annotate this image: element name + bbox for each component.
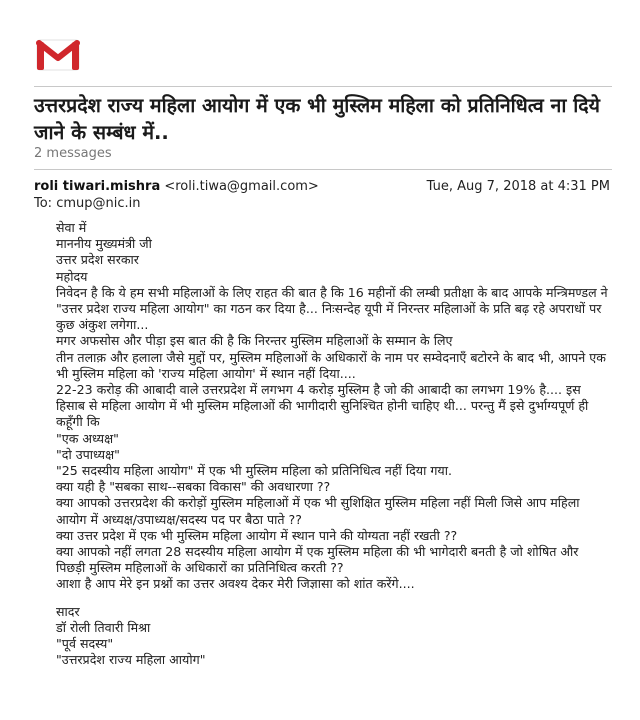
- body-line: "उत्तर प्रदेश राज्य महिला आयोग" का गठन कर दिया है... निःसन्देह यूपी में निरन्तर महिलाओं के प्रति बढ़ रहे अपराधों पर: [56, 301, 602, 317]
- body-line: कुछ अंकुश लगेगा...: [56, 317, 149, 333]
- body-line: 22-23 करोड़ की आबादी वाले उत्तरप्रदेश में लगभग 4 करोड़ मुस्लिम है जो की आबादी का लगभग 19% है.... इस: [56, 382, 581, 398]
- body-line: कहूँगी कि: [56, 414, 100, 430]
- body-line: क्या यही है "सबका साथ--सबका विकास" की अवधारणा ??: [56, 479, 331, 495]
- body-line: "पूर्व सदस्य": [56, 636, 114, 652]
- body-line: "25 सदस्यीय महिला आयोग" में एक भी मुस्लिम महिला को प्रतिनिधित्व नहीं दिया गया.: [56, 463, 453, 479]
- body-line: तीन तलाक़ और हलाला जैसे मुद्दों पर, मुस्लिम महिलाओं के अधिकारों के नाम पर सम्वेदनाएँ बटोरने के बाद भी, आपने एक: [56, 349, 606, 365]
- body-line: आशा है आप मेरे इन प्रश्नों का उत्तर अवश्य देकर मेरी जिज्ञासा को शांत करेंगे....: [56, 576, 415, 592]
- message-header: [34, 178, 614, 212]
- header-divider: [34, 86, 612, 87]
- body-line: उत्तर प्रदेश सरकार: [56, 252, 139, 268]
- body-line: "दो उपाध्यक्ष": [56, 446, 120, 462]
- sender-line: [34, 178, 614, 195]
- sender-name[interactable]: roli tiwari.mishra: [34, 179, 161, 194]
- thread-subject: उत्तरप्रदेश राज्य महिला आयोग में एक भी मुस्लिम महिला को प्रतिनिधित्व ना दिये जाने के सम्बंध में..: [34, 94, 600, 144]
- body-line: सेवा में: [56, 220, 87, 235]
- body-line: पिछड़ी मुस्लिम महिलाओं के अधिकारों का प्रतिनिधित्व करती ??: [56, 560, 344, 576]
- body-spacer: [56, 593, 602, 604]
- body-line: क्या आपको उत्तरप्रदेश की करोड़ों मुस्लिम महिलाओं में एक भी सुशिक्षित मुस्लिम महिला नहीं मिली जिसे आप महिला: [56, 495, 580, 511]
- body-line: भी मुस्लिम महिला को 'राज्य महिला आयोग' में स्थान नहीं दिया....: [56, 365, 356, 381]
- sender-email[interactable]: <roli.tiwa@gmail.com>: [164, 179, 319, 194]
- gmail-logo-icon: [36, 38, 80, 72]
- body-line: "एक अध्यक्ष": [56, 430, 119, 446]
- recipient-line: To: cmup@nic.in: [34, 196, 141, 211]
- body-line: सादर: [56, 603, 80, 619]
- body-line: "उत्तरप्रदेश राज्य महिला आयोग": [56, 652, 206, 668]
- message-date: Tue, Aug 7, 2018 at 4:31 PM: [426, 179, 610, 194]
- body-line: क्या उत्तर प्रदेश में एक भी मुस्लिम महिला आयोग में स्थान पाने की योग्यता नहीं रखती ??: [56, 527, 458, 543]
- body-line: मगर अफसोस और पीड़ा इस बात की है कि निरन्तर मुस्लिम महिलाओं के सम्मान के लिए: [56, 333, 453, 349]
- body-line: महोदय: [56, 268, 88, 284]
- body-line: निवेदन है कि ये हम सभी महिलाओं के लिए राहत की बात है कि 16 महीनों की लम्बी प्रतीक्षा के बाद आपके मन्त्रिमण्डल ने: [56, 284, 608, 300]
- body-line: आयोग में अध्यक्ष/उपाध्यक्ष/सदस्य पद पर बैठा पाते ??: [56, 511, 302, 527]
- message-body: [56, 220, 608, 668]
- body-line: हिसाब से महिला आयोग में भी मुस्लिम महिलाओं की भागीदारी सुनिश्चित होनी चाहिए थी... परन्तु मैं इसे दुर्भाग्यपूर्ण ही: [56, 398, 589, 414]
- body-line: माननीय मुख्यमंत्री जी: [56, 236, 152, 252]
- subject-divider: [34, 169, 612, 170]
- body-line: क्या आपको नहीं लगता 28 सदस्यीय महिला आयोग में एक मुस्लिम महिला की भी भागेदारी बनती है जो शोषित और: [56, 544, 579, 560]
- body-line: डॉ रोली तिवारी मिश्रा: [56, 619, 151, 635]
- message-count[interactable]: 2 messages: [34, 146, 112, 161]
